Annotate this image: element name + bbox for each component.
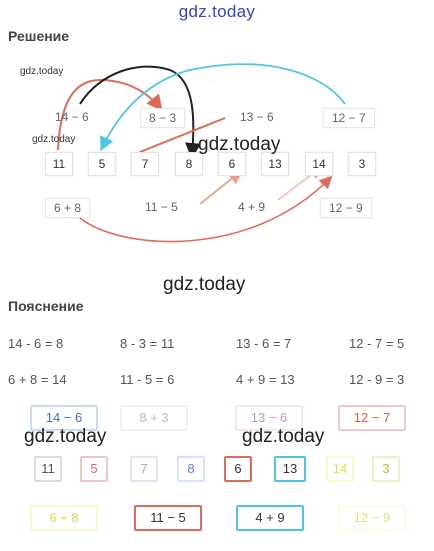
- card-number-7: 14: [326, 456, 354, 482]
- expr-top-3: 13 − 6: [240, 110, 274, 124]
- equation-2-1: 6 + 8 = 14: [8, 372, 67, 387]
- card-expr-bottom-1: 6 + 8: [30, 505, 98, 531]
- card-number-4: 8: [177, 456, 205, 482]
- number-box-4: 8: [175, 152, 203, 176]
- number-box-8: 3: [348, 152, 376, 176]
- number-box-3: 7: [131, 152, 159, 176]
- watermark-3: gdz.today: [24, 426, 107, 447]
- equation-1-4: 12 - 7 = 5: [349, 336, 405, 351]
- arrow-red-bottom: [80, 178, 330, 242]
- card-number-8: 3: [372, 456, 400, 482]
- expr-bottom-3: 4 + 9: [238, 200, 266, 214]
- expr-bottom-2: 11 − 5: [145, 200, 178, 214]
- watermark-4: gdz.today: [242, 426, 325, 447]
- equation-2-4: 12 - 9 = 3: [349, 372, 405, 387]
- expr-bottom-4: 12 − 9: [320, 198, 372, 218]
- expr-top-1: 14 − 6: [55, 110, 89, 124]
- card-expr-top-3: 13 − 6: [235, 405, 303, 431]
- card-expr-bottom-4: 12 − 9: [338, 505, 406, 531]
- expr-top-4: 12 − 7: [323, 108, 375, 128]
- card-expr-top-2: 8 + 3: [120, 405, 188, 431]
- watermark-1: gdz.today: [198, 134, 281, 155]
- equation-1-2: 8 - 3 = 11: [120, 336, 175, 351]
- section-explanation-heading: Пояснение: [8, 298, 84, 314]
- watermark-small-2: gdz.today: [32, 134, 76, 145]
- card-number-1: 11: [34, 456, 62, 482]
- expr-bottom-1: 6 + 8: [45, 198, 90, 218]
- watermark-small-1: gdz.today: [20, 66, 64, 77]
- expr-top-2: 8 − 3: [140, 108, 185, 128]
- section-solution-heading: Решение: [8, 28, 70, 44]
- card-number-2: 5: [80, 456, 108, 482]
- card-expr-bottom-3: 4 + 9: [236, 505, 304, 531]
- arrow-peach-a: [200, 172, 240, 204]
- number-box-7: 14: [305, 152, 333, 176]
- card-expr-top-4: 12 − 7: [338, 405, 406, 431]
- equation-1-3: 13 - 6 = 7: [236, 336, 292, 351]
- equation-2-2: 11 - 5 = 6: [120, 372, 175, 387]
- equation-1-1: 14 - 6 = 8: [8, 336, 64, 351]
- number-box-1: 11: [45, 152, 73, 176]
- number-box-6: 13: [261, 152, 289, 176]
- site-title[interactable]: gdz.today: [178, 2, 256, 21]
- card-number-6: 13: [274, 456, 306, 482]
- number-box-2: 5: [88, 152, 116, 176]
- card-expr-bottom-2: 11 − 5: [134, 505, 202, 531]
- card-number-3: 7: [130, 456, 158, 482]
- card-number-5: 6: [224, 456, 252, 482]
- equation-2-3: 4 + 9 = 13: [236, 372, 295, 387]
- card-expr-top-1: 14 − 6: [30, 405, 98, 431]
- number-box-5: 6: [218, 152, 246, 176]
- watermark-2: gdz.today: [163, 274, 246, 295]
